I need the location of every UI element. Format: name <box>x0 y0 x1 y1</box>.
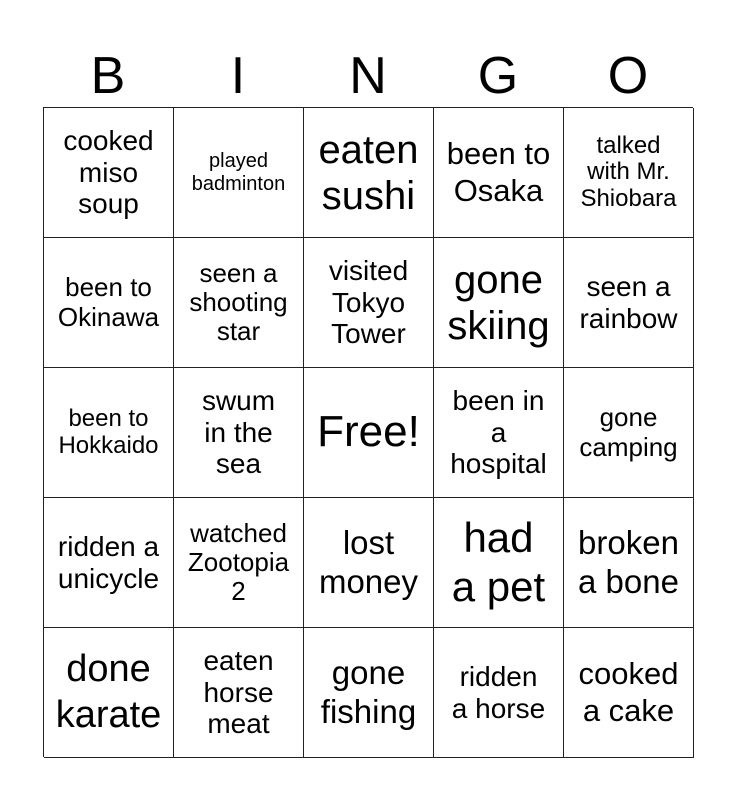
cell-text: had a pet <box>451 514 546 610</box>
cell-text: gone camping <box>579 402 678 462</box>
bingo-cell[interactable] <box>304 498 434 628</box>
bingo-cell[interactable] <box>304 628 434 758</box>
cell-text: ridden a horse <box>451 661 546 724</box>
cell-text: seen a rainbow <box>579 271 678 334</box>
bingo-cell[interactable] <box>174 368 304 498</box>
bingo-header <box>43 46 693 106</box>
bingo-cell[interactable] <box>44 628 174 758</box>
cell-text: Free! <box>317 407 420 457</box>
bingo-cell[interactable] <box>44 368 174 498</box>
bingo-cell[interactable] <box>174 498 304 628</box>
bingo-cell[interactable] <box>434 238 564 368</box>
bingo-cell[interactable] <box>434 628 564 758</box>
header-letter-b: B <box>90 47 126 105</box>
cell-text: broken a bone <box>578 523 679 600</box>
header-letter-i: I <box>230 47 246 105</box>
cell-text: been to Osaka <box>446 135 551 208</box>
bingo-cell[interactable] <box>44 498 174 628</box>
cell-text: visited Tokyo Tower <box>328 255 409 350</box>
bingo-cell[interactable] <box>304 108 434 238</box>
cell-text: gone skiing <box>447 257 550 348</box>
cell-text: eaten sushi <box>318 127 419 218</box>
cell-text: swum in the sea <box>201 385 276 480</box>
cell-text: done karate <box>55 647 162 736</box>
cell-text: ridden a unicycle <box>57 531 160 594</box>
cell-text: been to Okinawa <box>57 272 160 332</box>
cell-text: played badminton <box>191 150 286 195</box>
cell-text: seen a shooting star <box>189 257 288 347</box>
header-letter-n: N <box>349 47 387 105</box>
bingo-cell[interactable] <box>564 498 694 628</box>
bingo-cell free-space[interactable] <box>304 368 434 498</box>
cell-text: eaten horse meat <box>203 645 274 740</box>
cell-text: been to Hokkaido <box>58 405 159 459</box>
cell-text: gone fishing <box>320 653 417 730</box>
bingo-cell[interactable] <box>304 238 434 368</box>
bingo-cell[interactable] <box>564 628 694 758</box>
bingo-cell[interactable] <box>44 238 174 368</box>
cell-text: lost money <box>318 523 419 600</box>
bingo-cell[interactable] <box>564 238 694 368</box>
cell-text: been in a hospital <box>450 385 547 480</box>
header-letter-o: O <box>607 47 649 105</box>
bingo-card <box>43 107 693 757</box>
bingo-cell[interactable] <box>174 108 304 238</box>
cell-text: watched Zootopia 2 <box>187 517 290 607</box>
bingo-cell[interactable] <box>174 628 304 758</box>
bingo-cell[interactable] <box>44 108 174 238</box>
bingo-cell[interactable] <box>434 108 564 238</box>
bingo-cell[interactable] <box>564 368 694 498</box>
cell-text: talked with Mr. Shiobara <box>580 131 677 212</box>
bingo-cell[interactable] <box>434 368 564 498</box>
bingo-cell[interactable] <box>434 498 564 628</box>
cell-text: cooked miso soup <box>63 125 154 220</box>
cell-text: cooked a cake <box>578 655 679 728</box>
bingo-cell[interactable] <box>174 238 304 368</box>
bingo-cell[interactable] <box>564 108 694 238</box>
header-letter-g: G <box>477 47 519 105</box>
